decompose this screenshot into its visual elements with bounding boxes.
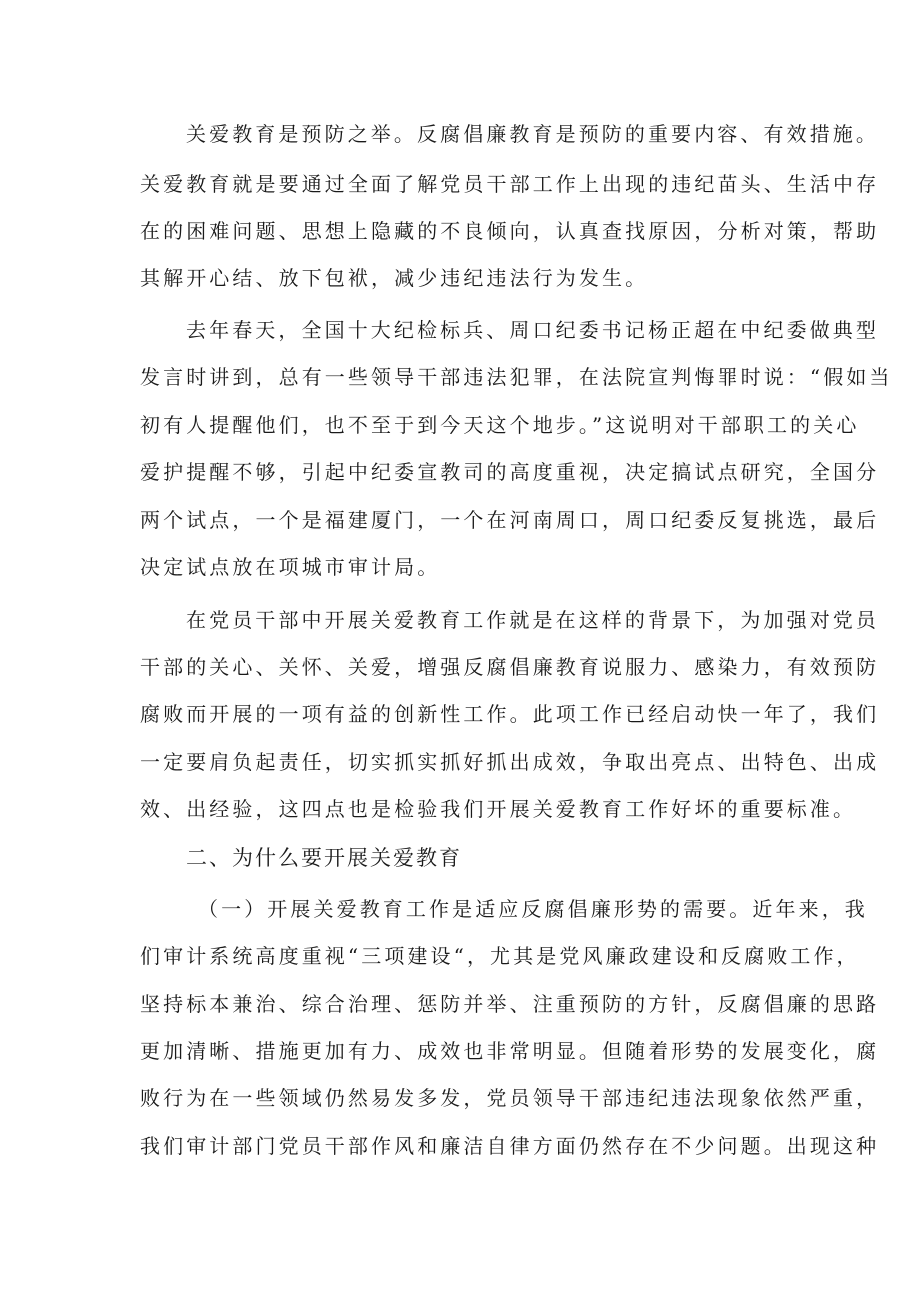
paragraph-4-line-2: 们审计系统高度重视“三项建设“，尤其是党风廉政建设和反腐败工作， <box>140 944 860 968</box>
paragraph-4-line-5: 败行为在一些领域仍然易发多发，党员领导干部违纪违法现象依然严重， <box>140 1086 880 1110</box>
paragraph-4-line-6: 我们审计部门党员干部作风和廉洁自律方面仍然存在不少问题。出现这种 <box>140 1134 880 1158</box>
paragraph-1-line-3: 在的困难问题、思想上隐藏的不良倾向，认真查找原因，分析对策，帮助 <box>140 219 880 243</box>
paragraph-3-line-4: 一定要肩负起责任，切实抓实抓好抓出成效，争取出亮点、出特色、出成 <box>140 750 880 774</box>
paragraph-2-line-6: 决定试点放在项城市审计局。 <box>140 555 441 579</box>
paragraph-2-line-4: 爱护提醒不够，引起中纪委宣教司的高度重视，决定搞试点研究，全国分 <box>140 460 880 484</box>
paragraph-2-line-1: 去年春天，全国十大纪检标兵、周口纪委书记杨正超在中纪委做典型 <box>186 318 879 342</box>
paragraph-4-line-1: （一）开展关爱教育工作是适应反腐倡廉形势的需要。近年来，我 <box>198 897 868 921</box>
paragraph-2-line-5: 两个试点，一个是福建厦门，一个在河南周口，周口纪委反复挑选，最后 <box>140 508 880 532</box>
paragraph-1-line-2: 关爱教育就是要通过全面了解党员干部工作上出现的违纪苗头、生活中存 <box>140 172 880 196</box>
paragraph-1-line-1: 关爱教育是预防之举。反腐倡廉教育是预防的重要内容、有效措施。 <box>186 122 879 146</box>
paragraph-3-line-2: 干部的关心、关怀、关爱，增强反腐倡廉教育说服力、感染力，有效预防 <box>140 655 880 679</box>
paragraph-3-line-5: 效、出经验，这四点也是检验我们开展关爱教育工作好坏的重要标准。 <box>140 797 857 821</box>
paragraph-3-line-3: 腐败而开展的一项有益的创新性工作。此项工作已经启动快一年了，我们 <box>140 702 880 726</box>
paragraph-2-line-2: 发言时讲到，总有一些领导干部违法犯罪，在法院宣判悔罪时说：“假如当 <box>140 365 893 389</box>
section-heading-2: 二、为什么要开展关爱教育 <box>186 846 462 870</box>
paragraph-3-line-1: 在党员干部中开展关爱教育工作就是在这样的背景下，为加强对党员 <box>186 608 879 632</box>
paragraph-4-line-3: 坚持标本兼治、综合治理、惩防并举、注重预防的方针，反腐倡廉的思路 <box>140 992 880 1016</box>
paragraph-4-line-4: 更加清晰、措施更加有力、成效也非常明显。但随着形势的发展变化，腐 <box>140 1039 880 1063</box>
paragraph-1-line-4: 其解开心结、放下包袱，减少违纪违法行为发生。 <box>140 266 649 290</box>
paragraph-2-line-3: 初有人提醒他们，也不至于到今天这个地步。”这说明对干部职工的关心 <box>140 413 860 437</box>
